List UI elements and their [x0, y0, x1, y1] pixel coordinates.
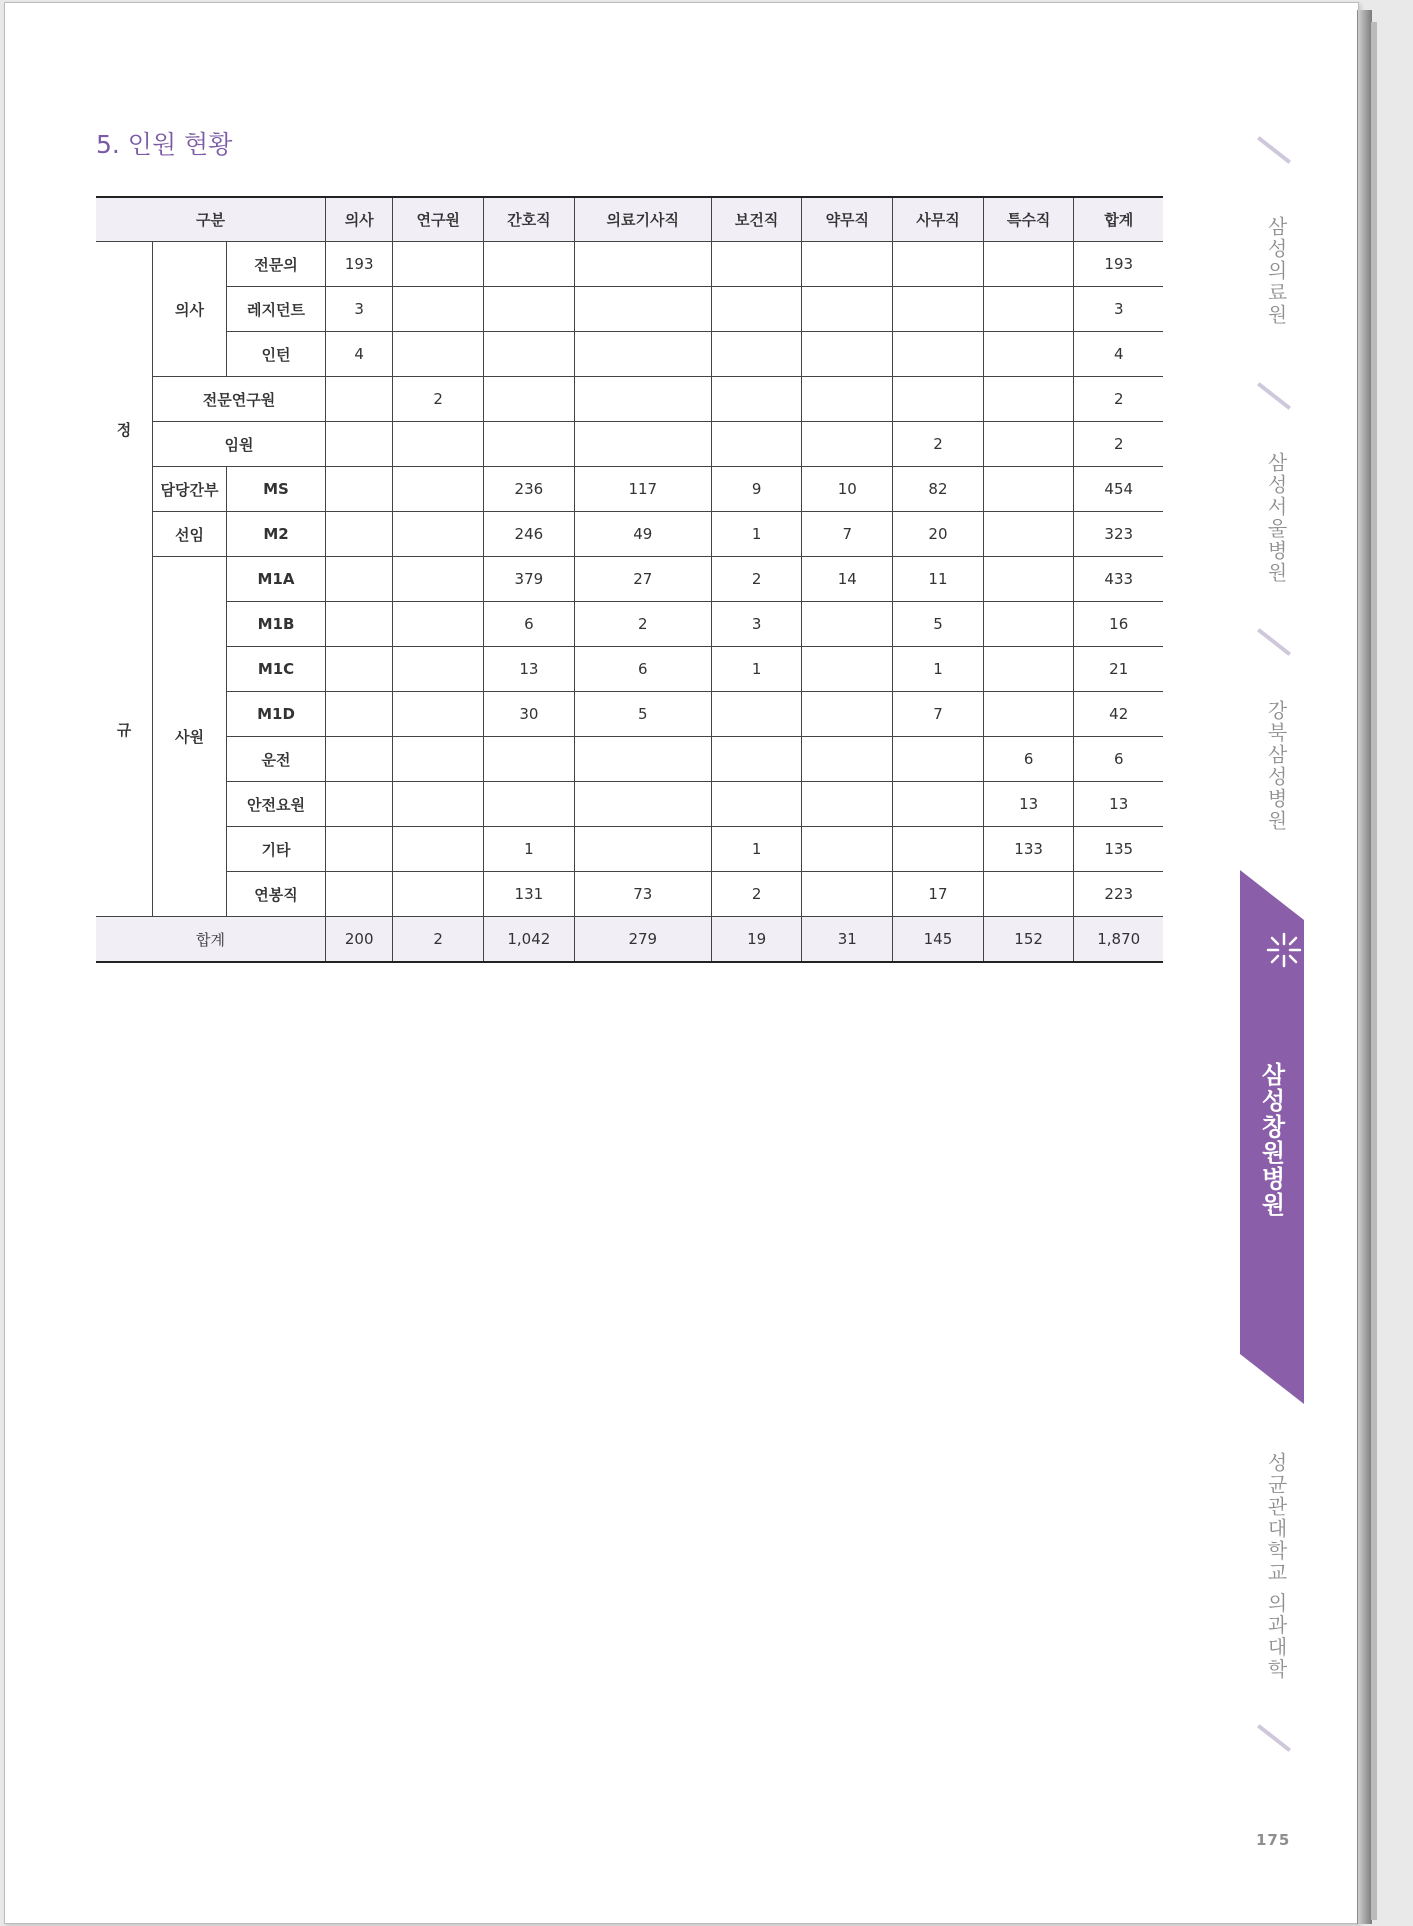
cell — [983, 872, 1074, 917]
cell — [802, 332, 893, 377]
cell — [802, 872, 893, 917]
cell — [802, 782, 893, 827]
cell — [484, 737, 575, 782]
cell — [802, 602, 893, 647]
group-regular-char: 규 — [116, 720, 132, 739]
table-row — [96, 782, 1163, 827]
cell — [711, 692, 802, 737]
cell — [574, 287, 711, 332]
cell — [574, 422, 711, 467]
row-label: M1D — [227, 692, 326, 737]
cell: 193 — [1074, 242, 1163, 287]
row-label: M1B — [227, 602, 326, 647]
cell — [393, 827, 484, 872]
total-cell: 200 — [326, 917, 393, 963]
row-label: 인턴 — [227, 332, 326, 377]
row-group: 담당간부 — [153, 467, 227, 512]
cell — [484, 782, 575, 827]
cell: 1 — [711, 647, 802, 692]
side-tab-1[interactable]: 삼성의료원 — [1264, 216, 1288, 326]
total-cell: 1,870 — [1074, 917, 1163, 963]
cell: 4 — [1074, 332, 1163, 377]
cell — [326, 512, 393, 557]
cell — [484, 422, 575, 467]
cell — [393, 647, 484, 692]
side-tab-2[interactable]: 삼성서울병원 — [1264, 452, 1288, 584]
page-edge — [1357, 10, 1372, 1924]
cell: 73 — [574, 872, 711, 917]
cell: 6 — [574, 647, 711, 692]
cell — [326, 827, 393, 872]
cell — [484, 287, 575, 332]
table-row — [96, 422, 1163, 467]
cell: 10 — [802, 467, 893, 512]
table-row — [96, 287, 1163, 332]
cell: 2 — [1074, 377, 1163, 422]
cell — [574, 737, 711, 782]
cell: 2 — [893, 422, 984, 467]
cell: 13 — [484, 647, 575, 692]
cell — [393, 782, 484, 827]
cell — [711, 242, 802, 287]
cell: 42 — [1074, 692, 1163, 737]
cell — [484, 377, 575, 422]
cell: 13 — [1074, 782, 1163, 827]
cell — [983, 332, 1074, 377]
header-col: 연구원 — [393, 197, 484, 242]
cell: 2 — [711, 872, 802, 917]
total-cell: 152 — [983, 917, 1074, 963]
cell — [802, 242, 893, 287]
cell: 3 — [1074, 287, 1163, 332]
cell — [983, 692, 1074, 737]
cell: 454 — [1074, 467, 1163, 512]
cell — [983, 422, 1074, 467]
cell — [983, 512, 1074, 557]
cell — [802, 737, 893, 782]
total-cell: 2 — [393, 917, 484, 963]
cell — [802, 422, 893, 467]
row-label: 안전요원 — [227, 782, 326, 827]
group-regular — [96, 242, 153, 917]
cell — [393, 737, 484, 782]
table-row — [96, 557, 1163, 602]
row-label: M2 — [227, 512, 326, 557]
cell: 7 — [802, 512, 893, 557]
cell: 5 — [893, 602, 984, 647]
cell — [574, 782, 711, 827]
side-tab-3[interactable]: 강북삼성병원 — [1264, 700, 1288, 832]
cell: 14 — [802, 557, 893, 602]
cell: 2 — [393, 377, 484, 422]
group-doctor: 의사 — [153, 242, 227, 377]
row-label: M1C — [227, 647, 326, 692]
cell — [326, 737, 393, 782]
cell — [393, 872, 484, 917]
page-number: 175 — [1256, 1831, 1291, 1849]
header-col: 간호직 — [484, 197, 575, 242]
row-label: 운전 — [227, 737, 326, 782]
total-label: 합계 — [96, 917, 326, 963]
cell: 4 — [326, 332, 393, 377]
cell: 20 — [893, 512, 984, 557]
cell — [802, 692, 893, 737]
cell — [893, 737, 984, 782]
cell: 236 — [484, 467, 575, 512]
cell — [484, 242, 575, 287]
burst-icon — [1264, 930, 1304, 970]
group-staff: 사원 — [153, 557, 227, 917]
side-tab-active[interactable]: 삼성창원병원 — [1257, 1062, 1285, 1218]
cell: 117 — [574, 467, 711, 512]
cell: 6 — [983, 737, 1074, 782]
cell: 21 — [1074, 647, 1163, 692]
cell: 193 — [326, 242, 393, 287]
cell — [711, 422, 802, 467]
cell: 1 — [711, 512, 802, 557]
table-row — [96, 737, 1163, 782]
header-col: 의사 — [326, 197, 393, 242]
cell — [393, 602, 484, 647]
page-edge-shadow — [1371, 22, 1377, 1920]
header-col: 특수직 — [983, 197, 1074, 242]
cell — [574, 827, 711, 872]
cell — [983, 467, 1074, 512]
table-row — [96, 467, 1163, 512]
cell: 30 — [484, 692, 575, 737]
cell — [983, 242, 1074, 287]
cell: 379 — [484, 557, 575, 602]
table-row — [96, 602, 1163, 647]
header-col: 의료기사직 — [574, 197, 711, 242]
cell — [326, 782, 393, 827]
cell — [711, 377, 802, 422]
cell — [802, 377, 893, 422]
group-regular-char: 정 — [116, 420, 132, 439]
cell: 6 — [1074, 737, 1163, 782]
row-label: 레지던트 — [227, 287, 326, 332]
header-col: 합계 — [1074, 197, 1163, 242]
cell — [326, 377, 393, 422]
cell: 133 — [983, 827, 1074, 872]
cell: 2 — [574, 602, 711, 647]
total-cell: 1,042 — [484, 917, 575, 963]
cell — [983, 557, 1074, 602]
cell — [393, 242, 484, 287]
cell: 5 — [574, 692, 711, 737]
table-header-row — [96, 197, 1163, 242]
cell: 2 — [1074, 422, 1163, 467]
cell: 323 — [1074, 512, 1163, 557]
cell — [893, 242, 984, 287]
cell — [393, 422, 484, 467]
cell: 6 — [484, 602, 575, 647]
cell — [393, 467, 484, 512]
cell: 17 — [893, 872, 984, 917]
cell — [711, 332, 802, 377]
cell — [326, 692, 393, 737]
cell — [326, 647, 393, 692]
cell — [574, 242, 711, 287]
cell: 1 — [711, 827, 802, 872]
total-cell: 19 — [711, 917, 802, 963]
cell — [983, 377, 1074, 422]
cell — [983, 602, 1074, 647]
cell — [326, 557, 393, 602]
cell: 135 — [1074, 827, 1163, 872]
cell — [484, 332, 575, 377]
cell: 82 — [893, 467, 984, 512]
cell — [893, 332, 984, 377]
cell: 27 — [574, 557, 711, 602]
header-col: 약무직 — [802, 197, 893, 242]
row-label: 기타 — [227, 827, 326, 872]
row-label: 전문연구원 — [153, 377, 326, 422]
cell — [802, 647, 893, 692]
side-tab-5[interactable]: 성균관대학교 의과대학 — [1264, 1452, 1288, 1681]
cell — [574, 332, 711, 377]
cell — [983, 647, 1074, 692]
cell — [393, 512, 484, 557]
cell: 246 — [484, 512, 575, 557]
cell — [326, 602, 393, 647]
section-title: 5. 인원 현황 — [96, 130, 233, 159]
cell: 2 — [711, 557, 802, 602]
cell — [393, 692, 484, 737]
cell: 7 — [893, 692, 984, 737]
cell — [802, 287, 893, 332]
total-row — [96, 917, 1163, 963]
table-row — [96, 692, 1163, 737]
total-cell: 279 — [574, 917, 711, 963]
header-col: 보건직 — [711, 197, 802, 242]
row-label: M1A — [227, 557, 326, 602]
cell — [326, 422, 393, 467]
table-row — [96, 827, 1163, 872]
cell — [711, 782, 802, 827]
cell — [711, 287, 802, 332]
cell — [893, 377, 984, 422]
total-cell: 31 — [802, 917, 893, 963]
cell — [393, 332, 484, 377]
header-col: 사무직 — [893, 197, 984, 242]
cell: 11 — [893, 557, 984, 602]
cell: 9 — [711, 467, 802, 512]
table-row — [96, 242, 1163, 287]
cell — [393, 287, 484, 332]
cell: 1 — [484, 827, 575, 872]
cell: 223 — [1074, 872, 1163, 917]
cell — [893, 827, 984, 872]
header-category: 구분 — [96, 197, 326, 242]
cell — [326, 467, 393, 512]
row-label: 연봉직 — [227, 872, 326, 917]
cell: 16 — [1074, 602, 1163, 647]
cell — [574, 377, 711, 422]
table-row — [96, 332, 1163, 377]
table-row — [96, 512, 1163, 557]
cell — [393, 557, 484, 602]
cell — [326, 872, 393, 917]
row-label: 전문의 — [227, 242, 326, 287]
cell: 433 — [1074, 557, 1163, 602]
cell: 13 — [983, 782, 1074, 827]
cell — [893, 782, 984, 827]
cell: 3 — [711, 602, 802, 647]
table-row — [96, 872, 1163, 917]
cell: 3 — [326, 287, 393, 332]
row-group: 선임 — [153, 512, 227, 557]
cell — [893, 287, 984, 332]
row-label: 임원 — [153, 422, 326, 467]
staff-table — [96, 196, 1163, 963]
total-cell: 145 — [893, 917, 984, 963]
cell: 131 — [484, 872, 575, 917]
cell: 49 — [574, 512, 711, 557]
cell — [802, 827, 893, 872]
cell — [983, 287, 1074, 332]
cell: 1 — [893, 647, 984, 692]
row-label: MS — [227, 467, 326, 512]
table-row — [96, 377, 1163, 422]
table-row — [96, 647, 1163, 692]
cell — [711, 737, 802, 782]
